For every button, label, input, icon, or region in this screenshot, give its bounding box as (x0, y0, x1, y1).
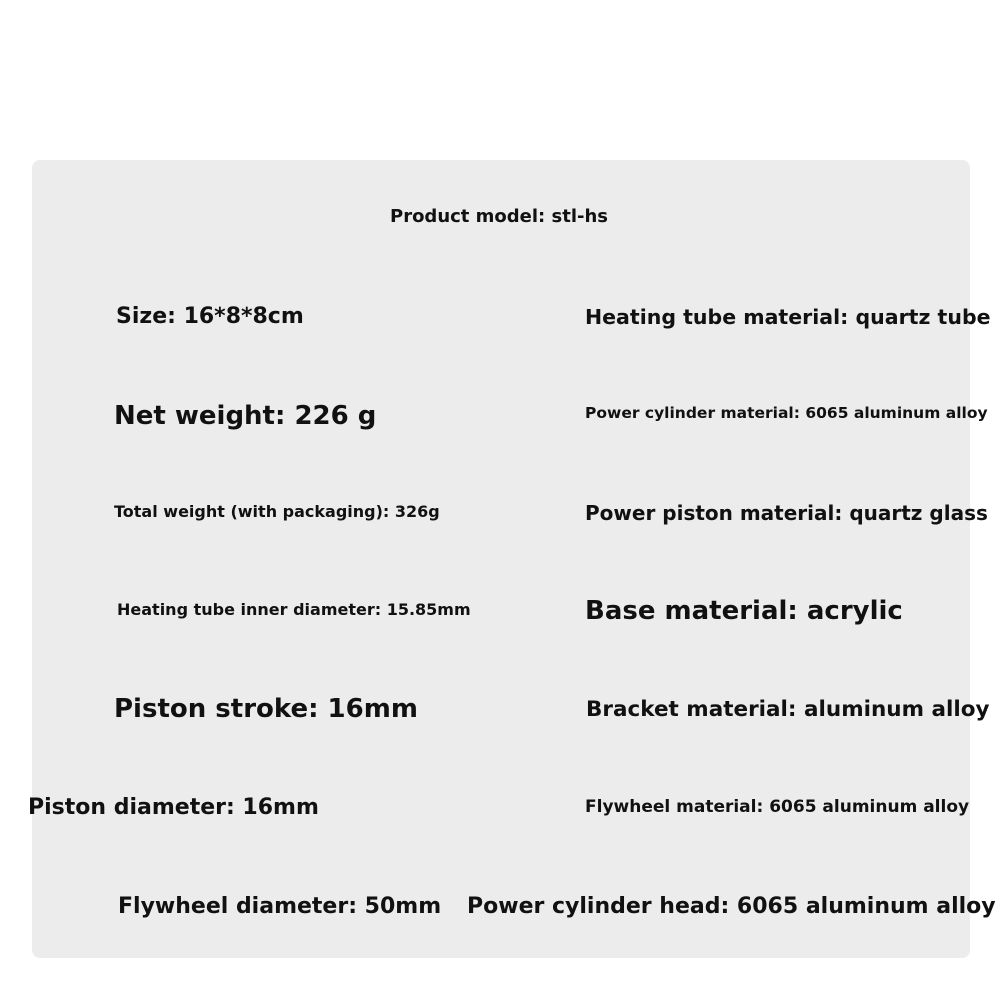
spec-piston-diameter: Piston diameter: 16mm (28, 795, 319, 820)
spec-power-piston-material: Power piston material: quartz glass (585, 501, 988, 525)
spec-flywheel-material: Flywheel material: 6065 aluminum alloy (585, 797, 970, 817)
spec-size: Size: 16*8*8cm (116, 304, 304, 329)
spec-total-weight: Total weight (with packaging): 326g (114, 502, 440, 521)
spec-power-cylinder-head: Power cylinder head: 6065 aluminum alloy (467, 894, 996, 919)
product-model-title: Product model: stl-hs (390, 206, 609, 227)
spec-heating-tube-material: Heating tube material: quartz tube (585, 305, 991, 329)
spec-heating-tube-inner-diameter: Heating tube inner diameter: 15.85mm (117, 600, 471, 619)
spec-bracket-material: Bracket material: aluminum alloy (586, 697, 990, 722)
spec-net-weight: Net weight: 226 g (114, 401, 377, 431)
spec-base-material: Base material: acrylic (585, 596, 903, 626)
spec-card (32, 160, 970, 958)
spec-power-cylinder-material: Power cylinder material: 6065 aluminum alloy (585, 404, 988, 422)
spec-flywheel-diameter: Flywheel diameter: 50mm (118, 894, 442, 919)
spec-piston-stroke: Piston stroke: 16mm (114, 694, 418, 724)
